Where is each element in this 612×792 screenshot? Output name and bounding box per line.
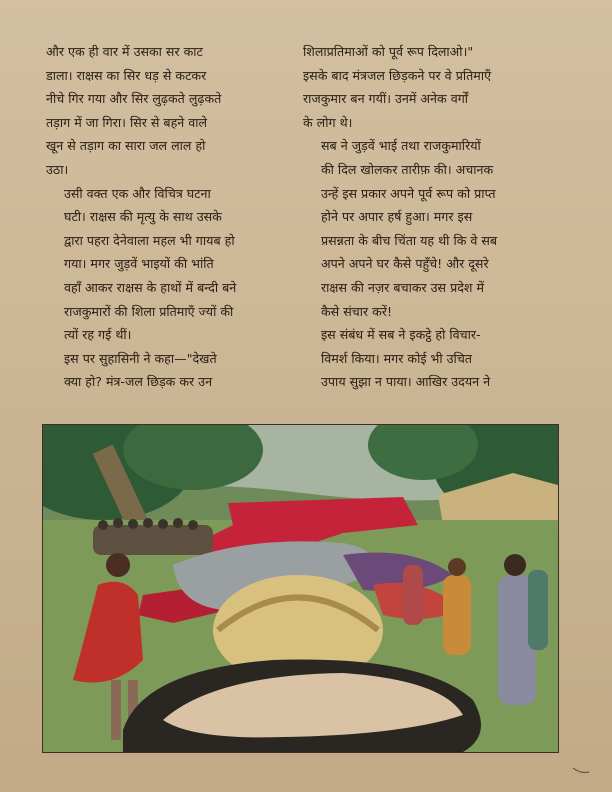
page-corner-mark bbox=[572, 766, 590, 776]
paragraph: इस पर सुहासिनी ने कहा—"देखते क्या हो? मंत्र-जल छिड़क कर उन bbox=[64, 350, 217, 390]
illustration-scene bbox=[43, 425, 558, 752]
story-illustration bbox=[42, 424, 559, 753]
paragraph: सब ने जुड़वें भाई तथा राजकुमारियों की दिल खोलकर तारीफ़ की। अचानक उन्हें इस प्रकार अपने पूर्व रूप को प्राप्त होने पर अपार हर्ष हुआ। मगर इस प्रसन्नता के बीच चिंता यह थी कि वे सब अपने अपने घर कैसे पहुँचे! और दूसरे राक्षस की नज़र बचाकर उस प्रदेश में कैसे संचार करें! bbox=[321, 138, 498, 319]
paragraph: और एक ही वार में उसका सर काट डाला। राक्षस का सिर धड़ से कटकर नीचे गिर गया और सिर लुढ़कते लुढ़कते तड़ाग में जा गिरा। सिर से बहने वाले खून से तड़ाग का सारा जल लाल हो उठा। bbox=[46, 44, 222, 177]
text-column-right bbox=[303, 40, 553, 394]
paragraph: उसी वक्त एक और विचित्र घटना घटी। राक्षस की मृत्यु के साथ उसके द्वारा पहरा देनेवाला महल भी गायब हो गया। मगर जुड़वें भाइयों की भांति वहाँ आकर राक्षस के हाथों में बन्दी बने राजकुमारों की शिला प्रतिमाएँ ज्यों की त्यों रह गई थीं। bbox=[64, 185, 237, 343]
text-column-left bbox=[46, 40, 296, 394]
paragraph: शिलाप्रतिमाओं को पूर्व रूप दिलाओ।" इसके बाद मंत्रजल छिड़कने पर वे प्रतिमाएँ राजकुमार बन गयीं। उनमें अनेक वर्गों के लोग थे। bbox=[303, 44, 492, 130]
paragraph: इस संबंध में सब ने इकट्ठे हो विचार- विमर्श किया। मगर कोई भी उचित उपाय सुझा न पाया। आखिर उदयन ने bbox=[321, 327, 491, 390]
